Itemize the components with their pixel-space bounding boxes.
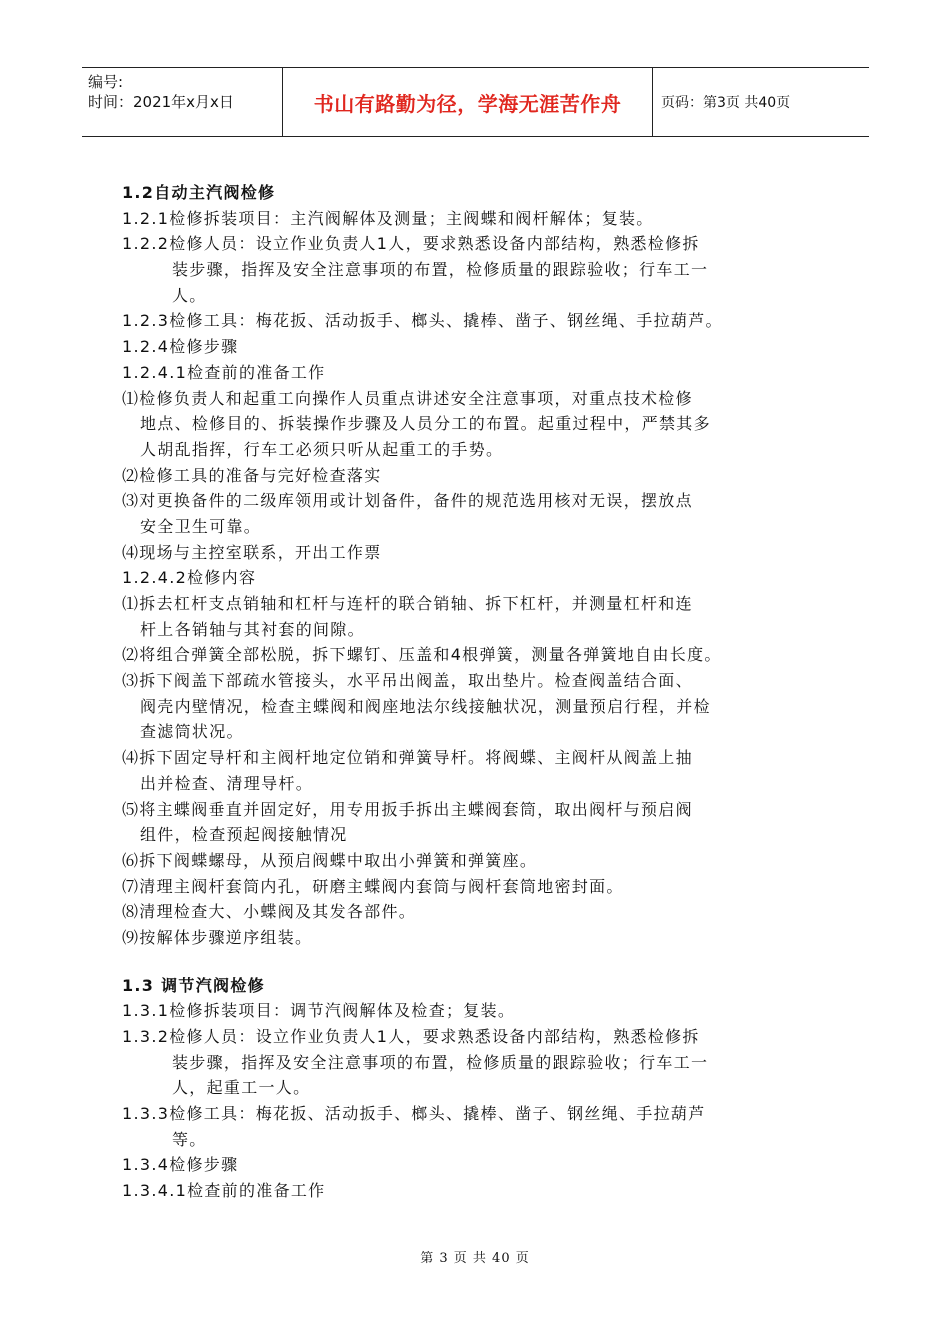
body-line: ⑵检修工具的准备与完好检查落实 [122,465,382,485]
document-body [122,180,842,1204]
body-line: 1.2.4.2检修内容 [122,568,257,588]
header-info-cell [82,68,283,136]
body-line: 1.2.4.1检查前的准备工作 [122,362,326,382]
body-line: ⑶拆下阀盖下部疏水管接头，水平吊出阀盖，取出垫片。检查阀盖结合面、 [122,671,693,691]
body-line: ⑷现场与主控室联系，开出工作票 [122,542,382,562]
body-line: ⑴检修负责人和起重工向操作人员重点讲述安全注意事项，对重点技术检修 [122,388,693,408]
body-line: 出并检查、清理导杆。 [140,773,314,793]
body-line: 人胡乱指挥，行车工必须只听从起重工的手势。 [140,439,504,459]
page-footer: 第 3 页 共 40 页 [420,1251,530,1266]
body-line: 组件，检查预起阀接触情况 [140,825,348,845]
body-line: 查滤筒状况。 [140,722,244,742]
body-line: 1.2.3检修工具：梅花扳、活动扳手、榔头、撬棒、凿子、钢丝绳、手拉葫芦。 [122,311,723,331]
body-line: 1.3.4检修步骤 [122,1155,239,1175]
page-header [82,67,869,137]
body-line: ⑼按解体步骤逆序组装。 [122,927,313,947]
header-motto: 书山有路勤为径，学海无涯苦作舟 [283,68,653,136]
body-line: 装步骤，指挥及安全注意事项的布置，检修质量的跟踪验收；行车工一 [172,260,709,280]
body-line: ⑵将组合弹簧全部松脱，拆下螺钉、压盖和4根弹簧，测量各弹簧地自由长度。 [122,645,722,665]
body-line: 人，起重工一人。 [172,1078,311,1098]
body-line: 地点、检修目的、拆装操作步骤及人员分工的布置。起重过程中，严禁其多 [140,414,711,434]
body-line: 阀壳内壁情况，检查主蝶阀和阀座地法尔线接触状况，测量预启行程，并检 [140,696,711,716]
document-date-label: 时间：2021年x月x日 [88,93,234,111]
body-line: ⑷拆下固定导杆和主阀杆地定位销和弹簧导杆。将阀蝶、主阀杆从阀盖上抽 [122,748,693,768]
body-line: ⑻清理检查大、小蝶阀及其发各部件。 [122,902,417,922]
header-page-label: 页码：第3页 共40页 [661,95,791,111]
body-line: ⑸将主蝶阀垂直并固定好，用专用扳手拆出主蝶阀套筒，取出阀杆与预启阀 [122,799,693,819]
body-line: 杆上各销轴与其衬套的间隙。 [140,619,365,639]
body-line: 安全卫生可靠。 [140,516,262,536]
body-line: 1.2.2检修人员：设立作业负责人1人，要求熟悉设备内部结构，熟悉检修拆 [122,234,700,254]
body-line: 1.3.1检修拆装项目：调节汽阀解体及检查；复装。 [122,1001,516,1021]
section-heading-1-3: 1.3 调节汽阀检修 [122,975,265,995]
body-line: 1.3.2检修人员：设立作业负责人1人，要求熟悉设备内部结构，熟悉检修拆 [122,1027,700,1046]
body-line: 人。 [172,285,207,305]
body-line: 1.3.4.1检查前的准备工作 [122,1181,326,1201]
body-line: ⑺清理主阀杆套筒内孔，研磨主蝶阀内套筒与阀杆套筒地密封面。 [122,876,624,896]
body-line: 1.2.1检修拆装项目：主汽阀解体及测量；主阀蝶和阀杆解体；复装。 [122,208,654,228]
section-heading-1-2: 1.2自动主汽阀检修 [122,183,276,202]
body-line: 1.2.4检修步骤 [122,337,239,357]
body-line: 等。 [172,1129,207,1149]
section-gap [122,951,842,973]
body-line: 装步骤，指挥及安全注意事项的布置，检修质量的跟踪验收；行车工一 [172,1052,709,1072]
body-line: ⑶对更换备件的二级库领用或计划备件，备件的规范选用核对无误，摆放点 [122,491,693,511]
document-number-label: 编号: [88,73,124,91]
body-line: ⑴拆去杠杆支点销轴和杠杆与连杆的联合销轴、拆下杠杆，并测量杠杆和连 [122,594,693,613]
body-line: 1.3.3检修工具：梅花扳、活动扳手、榔头、撬棒、凿子、钢丝绳、手拉葫芦 [122,1104,706,1124]
body-line: ⑹拆下阀蝶螺母，从预启阀蝶中取出小弹簧和弹簧座。 [122,850,538,870]
